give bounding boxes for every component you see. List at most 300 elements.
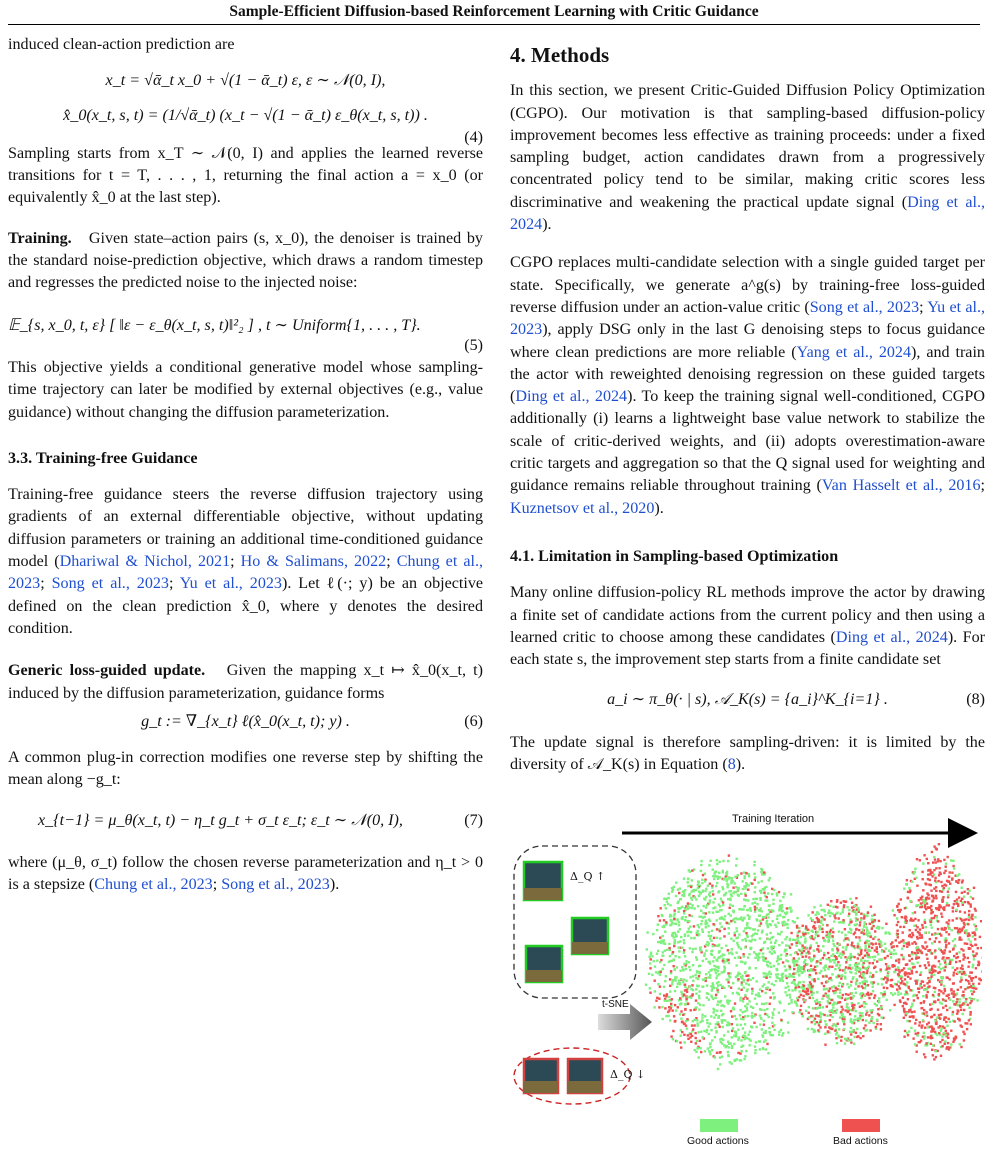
bad-action-point xyxy=(946,1046,948,1048)
generic-update-heading: Generic loss-guided update. xyxy=(8,662,206,680)
bad-action-point xyxy=(933,1014,935,1016)
bad-action-point xyxy=(930,975,932,977)
good-action-point xyxy=(885,947,887,949)
good-action-point xyxy=(723,1005,725,1007)
bad-action-point xyxy=(702,874,704,876)
bad-action-point xyxy=(909,973,911,975)
citation-yang[interactable]: Yang et al., 2024 xyxy=(796,343,912,361)
good-action-point xyxy=(954,945,956,947)
good-action-point xyxy=(669,960,671,962)
good-action-point xyxy=(717,1004,719,1006)
good-action-point xyxy=(765,987,767,989)
bad-action-point xyxy=(961,994,963,996)
good-action-point xyxy=(730,938,732,940)
bad-action-point xyxy=(945,939,947,941)
good-action-point xyxy=(691,915,693,917)
bad-action-point xyxy=(726,922,728,924)
bad-action-point xyxy=(834,914,836,916)
good-action-point xyxy=(678,924,680,926)
bad-action-point xyxy=(935,897,937,899)
bad-action-point xyxy=(911,951,913,953)
good-action-point xyxy=(692,980,694,982)
good-action-point xyxy=(693,907,695,909)
good-action-point xyxy=(798,974,800,976)
good-action-point xyxy=(869,972,871,974)
good-action-point xyxy=(698,881,700,883)
good-action-point xyxy=(735,1033,737,1035)
bad-action-point xyxy=(923,1012,925,1014)
good-action-point xyxy=(866,1010,868,1012)
bad-action-point xyxy=(934,949,936,951)
bad-action-point xyxy=(902,997,904,999)
good-action-point xyxy=(651,955,653,957)
bad-action-point xyxy=(903,926,905,928)
good-action-point xyxy=(769,932,771,934)
good-action-point xyxy=(735,952,737,954)
good-action-point xyxy=(728,927,730,929)
bad-action-point xyxy=(937,880,939,882)
bad-action-point xyxy=(840,977,842,979)
good-action-point xyxy=(681,966,683,968)
good-action-point xyxy=(728,952,730,954)
bad-action-point xyxy=(949,961,951,963)
good-action-point xyxy=(698,1056,700,1058)
citation-ding-2[interactable]: Ding et al., 2024 xyxy=(515,388,628,406)
good-action-point xyxy=(720,1005,722,1007)
good-action-point xyxy=(860,919,862,921)
bad-action-point xyxy=(816,1021,818,1023)
good-action-point xyxy=(706,1019,708,1021)
citation-yu-2[interactable]: Yu et al., 2023 xyxy=(510,298,985,339)
section-4-1-text-b: ). For each state s, the improvement step starts from a finite candidate set xyxy=(510,628,985,669)
good-action-point xyxy=(747,1033,749,1035)
bad-action-point xyxy=(871,921,873,923)
good-action-point xyxy=(945,963,947,965)
good-action-point xyxy=(680,1018,682,1020)
bad-action-point xyxy=(908,986,910,988)
bad-action-point xyxy=(811,1021,813,1023)
equation-8-expr: a_i ∼ π_θ(· | s), 𝒜_K(s) = {a_i}^K_{i=1} . xyxy=(607,691,888,709)
good-action-point xyxy=(701,1016,703,1018)
good-action-point xyxy=(947,894,949,896)
cgpo-text-a: CGPO replaces multi-candidate selection with a single guided target per state. Specifically, we generate a^g(s) by training-free loss-guided reverse diffusion under an action-value critic ( xyxy=(510,254,985,316)
good-action-point xyxy=(716,987,718,989)
good-action-point xyxy=(668,996,670,998)
bad-action-point xyxy=(975,988,977,990)
bad-action-point xyxy=(859,924,861,926)
citation-van-hasselt[interactable]: Van Hasselt et al., 2016 xyxy=(821,477,981,495)
good-action-point xyxy=(807,914,809,916)
good-action-point xyxy=(714,898,716,900)
good-action-point xyxy=(908,887,910,889)
citation-song-3[interactable]: Song et al., 2023 xyxy=(809,298,920,316)
bad-action-point xyxy=(650,958,652,960)
bad-action-point xyxy=(760,949,762,951)
good-action-point xyxy=(715,885,717,887)
good-action-point xyxy=(748,918,750,920)
bad-action-point xyxy=(916,982,918,984)
bad-action-point xyxy=(945,1030,947,1032)
good-action-point xyxy=(862,964,864,966)
bad-action-point xyxy=(727,959,729,961)
good-action-point xyxy=(936,1034,938,1036)
good-action-point xyxy=(698,995,700,997)
good-action-point xyxy=(767,926,769,928)
bad-action-point xyxy=(884,957,886,959)
good-action-point xyxy=(712,890,714,892)
good-action-point xyxy=(667,903,669,905)
good-action-point xyxy=(941,1002,943,1004)
good-action-point xyxy=(851,992,853,994)
bad-action-point xyxy=(921,951,923,953)
citation-song[interactable]: Song et al., 2023 xyxy=(51,575,169,593)
bad-action-point xyxy=(926,996,928,998)
good-action-point xyxy=(751,938,753,940)
good-action-point xyxy=(648,973,650,975)
good-action-point xyxy=(749,979,751,981)
citation-chung-2[interactable]: Chung et al., 2023 xyxy=(94,876,213,894)
good-action-point xyxy=(698,1008,700,1010)
citation-kuznetsov[interactable]: Kuznetsov et al., 2020 xyxy=(510,499,655,517)
good-action-point xyxy=(759,1014,761,1016)
good-action-point xyxy=(696,1022,698,1024)
bad-action-point xyxy=(960,979,962,981)
good-action-point xyxy=(766,933,768,935)
bad-action-point xyxy=(919,928,921,930)
good-action-point xyxy=(813,1020,815,1022)
bad-action-point xyxy=(927,986,929,988)
bad-action-point xyxy=(965,979,967,981)
bad-action-point xyxy=(975,976,977,978)
bad-action-point xyxy=(916,994,918,996)
bad-action-point xyxy=(827,904,829,906)
good-action-point xyxy=(754,861,756,863)
equation-6 xyxy=(8,711,483,733)
good-action-point xyxy=(788,1003,790,1005)
bad-action-point xyxy=(931,965,933,967)
bad-action-point xyxy=(943,887,945,889)
bad-action-point xyxy=(914,1022,916,1024)
good-action-point xyxy=(855,966,857,968)
good-action-point xyxy=(819,928,821,930)
bad-action-point xyxy=(965,998,967,1000)
good-action-point xyxy=(846,1003,848,1005)
good-action-point xyxy=(865,926,867,928)
bad-action-point xyxy=(837,961,839,963)
good-action-point xyxy=(949,1007,951,1009)
bad-action-point xyxy=(863,1027,865,1029)
intro-text: induced clean-action prediction are xyxy=(8,36,235,53)
bad-action-point xyxy=(875,1026,877,1028)
bad-action-point xyxy=(932,1054,934,1056)
good-action-point xyxy=(869,975,871,977)
good-action-point xyxy=(929,978,931,980)
good-action-point xyxy=(737,944,739,946)
good-action-point xyxy=(839,992,841,994)
bad-action-point xyxy=(857,945,859,947)
good-action-point xyxy=(976,999,978,1001)
running-head: Sample-Efficient Diffusion-based Reinforcement Learning with Critic Guidance xyxy=(229,3,759,20)
good-action-point xyxy=(880,944,882,946)
good-action-point xyxy=(753,873,755,875)
good-action-point xyxy=(839,1016,841,1018)
good-action-point xyxy=(716,875,718,877)
good-action-point xyxy=(784,912,786,914)
bad-action-point xyxy=(903,1036,905,1038)
good-action-point xyxy=(737,1039,739,1041)
good-action-point xyxy=(683,939,685,941)
good-action-point xyxy=(688,961,690,963)
bad-action-point xyxy=(854,931,856,933)
bad-action-point xyxy=(802,925,804,927)
good-action-point xyxy=(699,949,701,951)
good-action-point xyxy=(704,916,706,918)
good-action-point xyxy=(736,918,738,920)
citation-ho[interactable]: Ho & Salimans, 2022 xyxy=(240,553,387,571)
good-action-point xyxy=(794,989,796,991)
good-action-point xyxy=(785,975,787,977)
citation-chung[interactable]: Chung et al., 2023 xyxy=(8,553,483,593)
good-action-point xyxy=(701,879,703,881)
good-action-point xyxy=(859,1016,861,1018)
good-action-point xyxy=(864,960,866,962)
bad-action-point xyxy=(863,933,865,935)
bad-action-point xyxy=(687,902,689,904)
good-action-point xyxy=(833,961,835,963)
good-action-point xyxy=(675,895,677,897)
good-action-point xyxy=(756,918,758,920)
good-action-point xyxy=(648,956,650,958)
bad-action-point xyxy=(807,990,809,992)
bad-action-point xyxy=(693,925,695,927)
bad-action-point xyxy=(817,1015,819,1017)
bad-action-point xyxy=(930,884,932,886)
good-action-point xyxy=(669,1019,671,1021)
good-action-point xyxy=(906,1020,908,1022)
good-action-point xyxy=(804,938,806,940)
good-action-point xyxy=(707,885,709,887)
bad-action-point xyxy=(740,989,742,991)
bad-action-point xyxy=(682,1014,684,1016)
bad-action-point xyxy=(931,1016,933,1018)
good-action-point xyxy=(831,1016,833,1018)
good-action-point xyxy=(785,959,787,961)
bad-action-point xyxy=(847,944,849,946)
bad-action-point xyxy=(816,917,818,919)
bad-action-point xyxy=(790,932,792,934)
good-action-point xyxy=(736,942,738,944)
bad-action-point xyxy=(913,966,915,968)
legend-good-swatch xyxy=(700,1119,738,1132)
good-action-point xyxy=(700,864,702,866)
good-action-point xyxy=(714,969,716,971)
bad-action-point xyxy=(851,902,853,904)
good-action-point xyxy=(855,972,857,974)
good-action-point xyxy=(689,925,691,927)
bad-action-point xyxy=(935,890,937,892)
bad-action-point xyxy=(851,906,853,908)
good-action-point xyxy=(665,907,667,909)
good-action-point xyxy=(733,891,735,893)
good-action-point xyxy=(934,1020,936,1022)
good-action-point xyxy=(806,963,808,965)
bad-action-point xyxy=(905,919,907,921)
good-action-point xyxy=(724,967,726,969)
good-action-point xyxy=(734,1015,736,1017)
bad-action-point xyxy=(793,968,795,970)
good-action-point xyxy=(868,940,870,942)
bad-action-point xyxy=(921,980,923,982)
good-action-point xyxy=(973,923,975,925)
good-action-point xyxy=(824,1033,826,1035)
bad-action-point xyxy=(961,881,963,883)
bad-action-point xyxy=(938,1014,940,1016)
good-action-point xyxy=(749,1044,751,1046)
bad-action-point xyxy=(971,980,973,982)
good-action-point xyxy=(671,935,673,937)
good-action-point xyxy=(914,871,916,873)
good-action-point xyxy=(683,952,685,954)
good-action-point xyxy=(711,987,713,989)
good-action-point xyxy=(704,1050,706,1052)
good-action-point xyxy=(701,1020,703,1022)
bad-action-point xyxy=(898,971,900,973)
citation-ding-3[interactable]: Ding et al., 2024 xyxy=(835,628,948,646)
bad-action-point xyxy=(683,994,685,996)
bad-action-point xyxy=(862,1035,864,1037)
good-action-point xyxy=(783,1010,785,1012)
good-action-point xyxy=(887,932,889,934)
bad-action-point xyxy=(895,939,897,941)
good-action-point xyxy=(699,1047,701,1049)
good-action-point xyxy=(727,860,729,862)
good-action-point xyxy=(708,864,710,866)
good-action-point xyxy=(796,997,798,999)
good-action-point xyxy=(853,1019,855,1021)
bad-action-point xyxy=(830,999,832,1001)
good-action-point xyxy=(720,1038,722,1040)
good-action-point xyxy=(715,972,717,974)
equation-5-number: (5) xyxy=(464,336,483,354)
good-action-point xyxy=(717,1021,719,1023)
good-action-point xyxy=(664,931,666,933)
bad-action-point xyxy=(766,896,768,898)
good-action-point xyxy=(822,924,824,926)
bad-action-point xyxy=(933,869,935,871)
good-action-point xyxy=(759,988,761,990)
good-action-point xyxy=(849,959,851,961)
citation-ding[interactable]: Ding et al., 2024 xyxy=(510,193,985,234)
good-action-point xyxy=(972,966,974,968)
bad-action-point xyxy=(898,985,900,987)
good-action-point xyxy=(892,909,894,911)
good-action-point xyxy=(761,869,763,871)
good-action-point xyxy=(953,867,955,869)
bad-action-point xyxy=(827,952,829,954)
good-action-point xyxy=(782,916,784,918)
good-action-point xyxy=(696,959,698,961)
equation-ref-8[interactable]: 8 xyxy=(727,756,736,774)
good-action-point xyxy=(832,1006,834,1008)
good-action-point xyxy=(813,950,815,952)
good-action-point xyxy=(677,911,679,913)
good-action-point xyxy=(669,990,671,992)
good-action-point xyxy=(922,1019,924,1021)
good-action-point xyxy=(733,910,735,912)
bad-action-point xyxy=(935,907,937,909)
good-action-point xyxy=(770,941,772,943)
good-action-point xyxy=(886,975,888,977)
good-action-point xyxy=(685,968,687,970)
bad-action-point xyxy=(822,975,824,977)
good-action-point xyxy=(732,880,734,882)
bad-action-point xyxy=(875,943,877,945)
citation-dhariwal[interactable]: Dhariwal & Nichol, 2021 xyxy=(59,553,231,571)
good-action-point xyxy=(773,965,775,967)
bad-action-point xyxy=(862,1019,864,1021)
good-action-point xyxy=(715,1030,717,1032)
good-action-point xyxy=(714,875,716,877)
good-action-point xyxy=(727,1041,729,1043)
good-action-point xyxy=(708,1050,710,1052)
citation-yu[interactable]: Yu et al., 2023 xyxy=(179,575,282,593)
good-action-point xyxy=(923,989,925,991)
bad-action-point xyxy=(909,889,911,891)
good-action-point xyxy=(719,922,721,924)
bad-action-point xyxy=(855,936,857,938)
good-action-point xyxy=(710,935,712,937)
good-action-point xyxy=(722,1013,724,1015)
bad-action-point xyxy=(898,903,900,905)
good-action-point xyxy=(878,940,880,942)
good-action-point xyxy=(823,952,825,954)
bad-action-point xyxy=(812,911,814,913)
good-action-point xyxy=(880,992,882,994)
bad-action-point xyxy=(840,1011,842,1013)
good-action-point xyxy=(771,937,773,939)
good-action-point xyxy=(691,907,693,909)
good-action-point xyxy=(850,1018,852,1020)
bad-action-point xyxy=(903,1017,905,1019)
bad-action-point xyxy=(944,870,946,872)
bad-action-point xyxy=(904,978,906,980)
good-action-point xyxy=(690,931,692,933)
bad-action-point xyxy=(668,1009,670,1011)
bad-action-point xyxy=(800,994,802,996)
bad-action-point xyxy=(814,969,816,971)
good-action-point xyxy=(766,914,768,916)
good-action-point xyxy=(688,966,690,968)
bad-action-point xyxy=(921,871,923,873)
good-action-point xyxy=(952,966,954,968)
bad-action-point xyxy=(668,947,670,949)
good-action-point xyxy=(697,887,699,889)
good-action-point xyxy=(932,1044,934,1046)
good-action-point xyxy=(880,1006,882,1008)
good-action-point xyxy=(680,978,682,980)
bad-action-point xyxy=(732,887,734,889)
citation-song-2[interactable]: Song et al., 2023 xyxy=(221,876,330,894)
bad-action-point xyxy=(929,938,931,940)
good-action-point xyxy=(960,976,962,978)
good-action-point xyxy=(936,916,938,918)
good-action-point xyxy=(664,943,666,945)
good-action-point xyxy=(734,932,736,934)
bad-action-point xyxy=(902,931,904,933)
good-action-point xyxy=(694,896,696,898)
bad-action-point xyxy=(823,954,825,956)
good-action-point xyxy=(695,889,697,891)
